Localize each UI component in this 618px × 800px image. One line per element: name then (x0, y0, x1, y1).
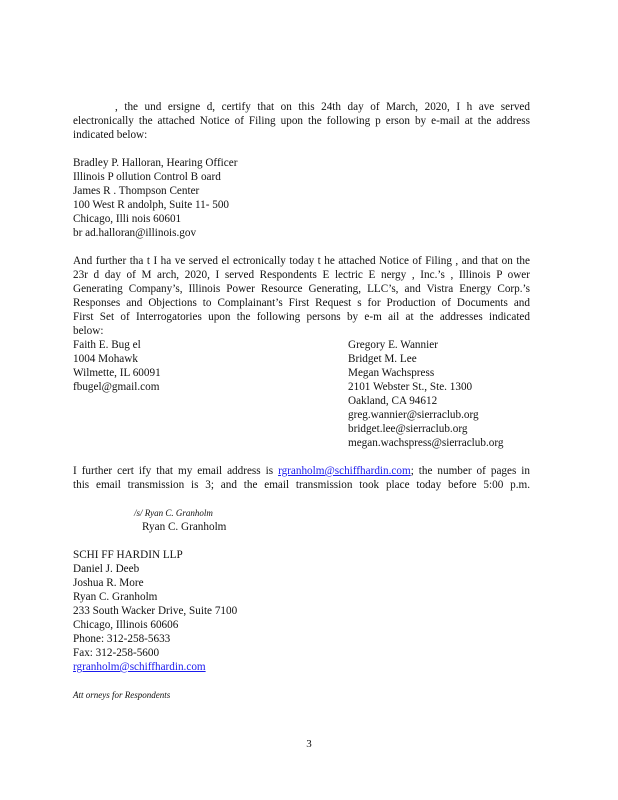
recipient-right-line: Oakland, CA 94612 (348, 395, 438, 407)
email-cert-link[interactable]: rgranholm@schiffhardin.com (278, 465, 411, 477)
further-line-6: below: (73, 325, 104, 337)
email-cert-pre: I further cert ify that my email address is (73, 465, 279, 477)
further-line-5: First Set of Interrogatories upon the following persons by e-m ail at the addresses indicated (73, 311, 530, 323)
further-line-3: Generating Company’s, Illinois Power Resource Generating, LLC’s, and Vistra Energy Corp.’s (73, 283, 530, 295)
recipient-right-email: greg.wannier@sierraclub.org (348, 409, 479, 421)
email-cert-post: ; the number of pages in (410, 465, 530, 477)
officer-center: James R . Thompson Center (73, 185, 200, 197)
recipient-right-line: Megan Wachspress (348, 367, 435, 379)
further-line-4: Responses and Objections to Complainant’s First Request s for Production of Documents and (73, 297, 530, 309)
recipient-right-line: Gregory E. Wannier (348, 339, 438, 351)
attorneys-label: Att orneys for Respondents (73, 690, 171, 700)
email-cert-line-2: this email transmission is 3; and the email transmission took place today before 5:00 p.m. (73, 479, 530, 491)
firm-name: SCHI FF HARDIN LLP (73, 549, 183, 561)
certificate-line-1: , the und ersigne d, certify that on this 24th day of March, 2020, I h ave served (115, 101, 530, 113)
officer-street: 100 West R andolph, Suite 11- 500 (73, 199, 230, 211)
recipient-right-line: 2101 Webster St., Ste. 1300 (348, 381, 473, 393)
firm-line: 233 South Wacker Drive, Suite 7100 (73, 605, 238, 617)
firm-line: Chicago, Illinois 60606 (73, 619, 179, 631)
officer-name: Bradley P. Halloran, Hearing Officer (73, 157, 238, 169)
firm-fax: Fax: 312-258-5600 (73, 647, 160, 659)
recipient-left-line: 1004 Mohawk (73, 353, 138, 365)
firm-line: Daniel J. Deeb (73, 563, 140, 575)
officer-org: Illinois P ollution Control B oard (73, 171, 221, 183)
firm-line: Joshua R. More (73, 577, 144, 589)
firm-phone: Phone: 312-258-5633 (73, 633, 171, 645)
signature-slash: /s/ Ryan C. Granholm (134, 508, 213, 518)
signature-name: Ryan C. Granholm (142, 521, 227, 533)
recipient-left-line: Wilmette, IL 60091 (73, 367, 161, 379)
firm-email-link[interactable]: rgranholm@schiffhardin.com (73, 661, 206, 673)
further-line-2: 23r d day of M arch, 2020, I served Respondents E lectric E nergy , Inc.’s , Illinois P ower (73, 269, 530, 281)
certificate-line-2: electronically the attached Notice of Filing upon the following p erson by e-mail at the address (73, 115, 530, 127)
recipient-right-email: bridget.lee@sierraclub.org (348, 423, 468, 435)
page-number: 3 (306, 738, 312, 750)
firm-line: Ryan C. Granholm (73, 591, 158, 603)
certificate-line-3: indicated below: (73, 129, 148, 141)
email-cert-line-1 (73, 464, 530, 478)
recipient-right-line: Bridget M. Lee (348, 353, 417, 365)
recipient-right-email: megan.wachspress@sierraclub.org (348, 437, 504, 449)
officer-email: br ad.halloran@illinois.gov (73, 227, 197, 239)
recipient-left-email: fbugel@gmail.com (73, 381, 160, 393)
further-line-1: And further tha t I ha ve served el ectronically today t he attached Notice of Filing , and that on the (73, 255, 530, 267)
recipient-left-line: Faith E. Bug el (73, 339, 141, 351)
officer-city: Chicago, Illi nois 60601 (73, 213, 182, 225)
